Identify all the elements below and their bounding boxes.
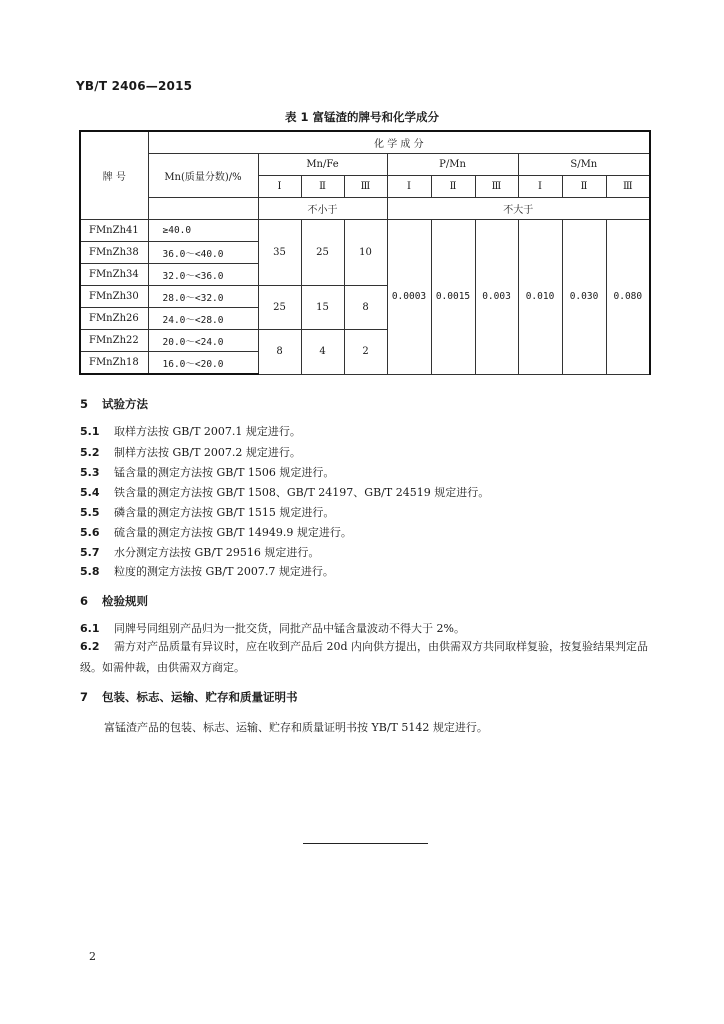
mn-range-cell: 32.0～<36.0 [148, 264, 258, 286]
mnfe-value: 25 [258, 286, 301, 330]
grade-cell: FMnZh38 [80, 242, 148, 264]
clause-number: 5.4 [80, 486, 100, 499]
grade-cell: FMnZh18 [80, 352, 148, 375]
clause [80, 563, 334, 579]
col-header-grade: 牌 号 [80, 131, 148, 220]
clause-text: 磷含量的测定方法按 GB/T 1515 规定进行。 [114, 506, 335, 519]
clause-number: 6.2 [80, 640, 100, 653]
not-more-than-label: 不大于 [387, 198, 650, 220]
clause [80, 444, 301, 460]
level-header: Ⅱ [431, 176, 475, 198]
level-header: Ⅰ [518, 176, 562, 198]
clause-text: 粒度的测定方法按 GB/T 2007.7 规定进行。 [114, 565, 334, 578]
s-limit-cell: 0.010 [518, 220, 562, 375]
mnfe-value: 8 [344, 286, 387, 330]
s-limit-cell: 0.030 [562, 220, 606, 375]
clause-text: 硫含量的测定方法按 GB/T 14949.9 规定进行。 [114, 526, 352, 539]
table-header-row [80, 198, 650, 220]
clause-text: 水分测定方法按 GB/T 29516 规定进行。 [114, 546, 320, 559]
blank-cell [148, 198, 258, 220]
mnfe-value: 10 [344, 220, 387, 286]
clause-number: 5.6 [80, 526, 100, 539]
section-heading [80, 396, 148, 412]
clause [80, 504, 334, 520]
clause-text: 制样方法按 GB/T 2007.2 规定进行。 [114, 446, 301, 459]
grade-cell: FMnZh34 [80, 264, 148, 286]
mnfe-value: 15 [301, 286, 344, 330]
mn-range-cell: 16.0～<20.0 [148, 352, 258, 375]
level-header: Ⅲ [475, 176, 518, 198]
section-heading [80, 689, 298, 705]
mnfe-value: 2 [344, 330, 387, 375]
clause-text: 富锰渣产品的包装、标志、运输、贮存和质量证明书按 YB/T 5142 规定进行。 [104, 721, 488, 734]
p-limit-cell: 0.003 [475, 220, 518, 375]
clause-text: 取样方法按 GB/T 2007.1 规定进行。 [114, 425, 301, 438]
col-header-pmn: P/Mn [387, 154, 518, 176]
clause-number: 5.7 [80, 546, 100, 559]
clause [80, 464, 334, 480]
level-header: Ⅰ [258, 176, 301, 198]
section-number: 5 [80, 397, 89, 411]
mn-range-cell: 20.0～<24.0 [148, 330, 258, 352]
grade-cell: FMnZh26 [80, 308, 148, 330]
section-number: 6 [80, 594, 89, 608]
col-header-mn-mass: Mn(质量分数)/% [148, 154, 258, 198]
level-header: Ⅲ [606, 176, 650, 198]
mn-range-cell: 28.0～<32.0 [148, 286, 258, 308]
clause [80, 636, 650, 678]
clause [80, 620, 465, 636]
p-limit-cell: 0.0003 [387, 220, 431, 375]
col-header-mnfe: Mn/Fe [258, 154, 387, 176]
mnfe-value: 35 [258, 220, 301, 286]
col-header-chem: 化 学 成 分 [148, 131, 650, 154]
col-header-smn: S/Mn [518, 154, 650, 176]
clause-number: 5.8 [80, 565, 100, 578]
section-title: 试验方法 [102, 397, 148, 411]
clause [80, 484, 489, 500]
clause-number: 5.5 [80, 506, 100, 519]
section-title: 检验规则 [102, 594, 148, 608]
section-number: 7 [80, 690, 89, 704]
grade-cell: FMnZh30 [80, 286, 148, 308]
mnfe-value: 8 [258, 330, 301, 375]
grade-cell: FMnZh22 [80, 330, 148, 352]
section-heading [80, 593, 148, 609]
section-title: 包装、标志、运输、贮存和质量证明书 [102, 690, 298, 704]
standard-number: YB/T 2406—2015 [76, 79, 193, 93]
clause [80, 524, 352, 540]
clause-number: 5.2 [80, 446, 100, 459]
not-less-than-label: 不小于 [258, 198, 387, 220]
clause-text: 锰含量的测定方法按 GB/T 1506 规定进行。 [114, 466, 335, 479]
clause-number: 5.3 [80, 466, 100, 479]
clause-text: 铁含量的测定方法按 GB/T 1508、GB/T 24197、GB/T 24519 规定进行。 [114, 486, 490, 499]
mnfe-value: 25 [301, 220, 344, 286]
table-header-row [80, 154, 650, 176]
clause-text: 需方对产品质量有异议时，应在收到产品后 20d 内向供方提出，由供需双方共同取样复验，按复验结果判定品级。如需仲裁，由供需双方商定。 [80, 640, 649, 674]
table-caption: 表 1 富锰渣的牌号和化学成分 [284, 110, 439, 124]
clause-text: 同牌号同组别产品归为一批交货，同批产品中锰含量波动不得大于 2%。 [114, 622, 465, 635]
grade-composition-table [79, 130, 651, 375]
clause [80, 423, 301, 439]
level-header: Ⅱ [562, 176, 606, 198]
level-header: Ⅲ [344, 176, 387, 198]
s-limit-cell: 0.080 [606, 220, 650, 375]
mnfe-value: 4 [301, 330, 344, 375]
grade-cell: FMnZh41 [80, 220, 148, 242]
mn-range-cell: 36.0～<40.0 [148, 242, 258, 264]
end-rule [303, 843, 428, 844]
level-header: Ⅱ [301, 176, 344, 198]
p-limit-cell: 0.0015 [431, 220, 475, 375]
mn-range-cell: 24.0～<28.0 [148, 308, 258, 330]
clause-number: 6.1 [80, 622, 100, 635]
level-header: Ⅰ [387, 176, 431, 198]
clause-number: 5.1 [80, 425, 100, 438]
mn-range-cell: ≥40.0 [148, 220, 258, 242]
table-header-row [80, 131, 650, 154]
page-number: 2 [89, 950, 96, 963]
table-row [80, 220, 650, 242]
clause [80, 544, 319, 560]
